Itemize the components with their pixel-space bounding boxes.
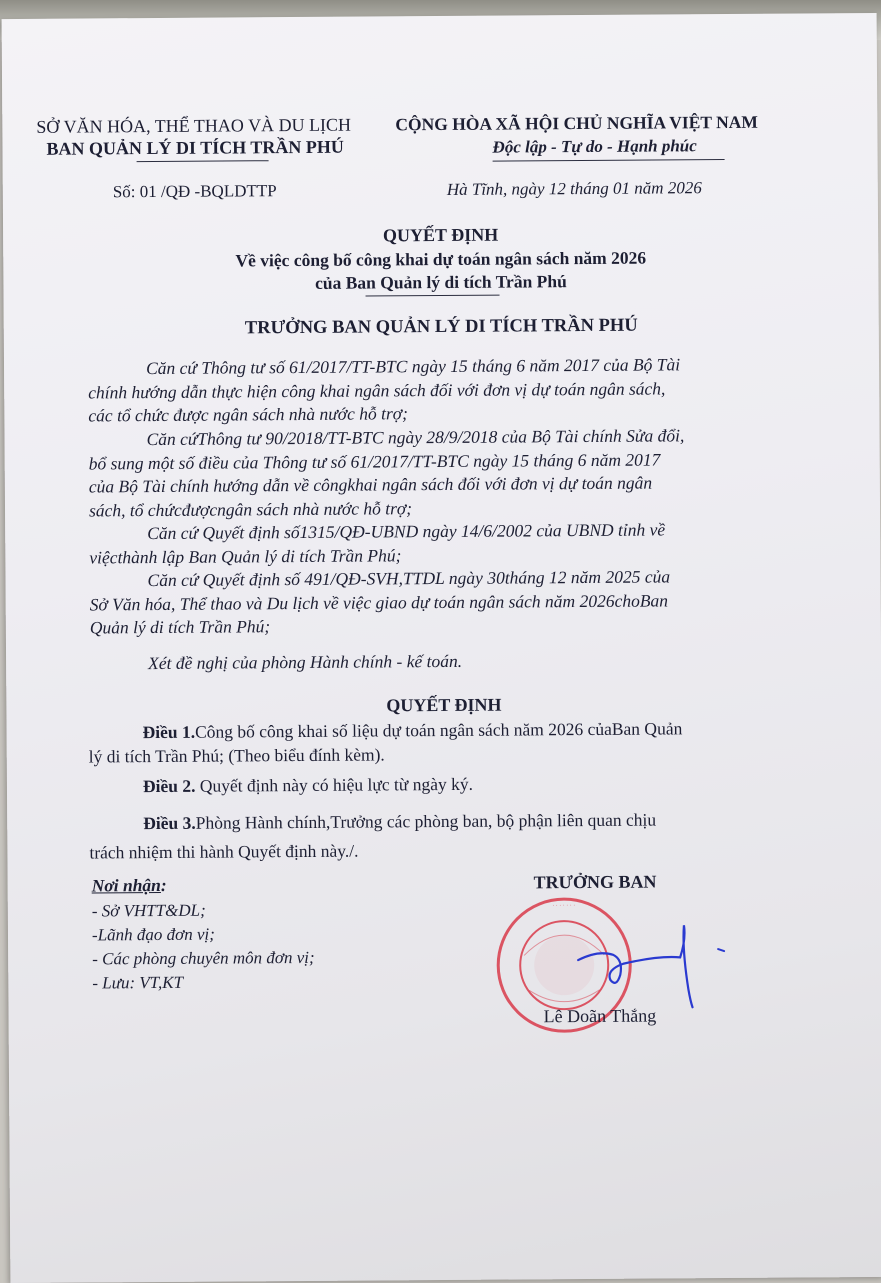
signer-role: TRƯỞNG BAN [533,871,657,893]
handwritten-signature [568,919,739,1010]
org-underline [137,160,269,162]
recipient-item: -Lãnh đạo đơn vị; [91,924,215,945]
signer-name: Lê Doãn Thắng [543,1005,657,1027]
article-3 [143,809,656,836]
decision-heading: QUYẾT ĐỊNH [386,694,502,716]
preamble-paragraph-5: Xét đề nghị của phòng Hành chính - kế toán. [148,650,463,674]
place-date: Hà Tĩnh, ngày 12 tháng 01 năm 2026 [446,178,702,199]
national-motto: Độc lập - Tự do - Hạnh phúc [492,136,697,157]
preamble-4-line: Quản lý di tích Trần Phú; [89,616,271,638]
document-title: QUYẾT ĐỊNH [382,224,499,246]
preamble-1-line: các tổ chức được ngân sách nhà nước hỗ trợ; [88,403,409,426]
preamble-1-line: chính hướng dẫn thực hiện công khai ngân sách đối với đơn vị dự toán ngân sách, [88,377,666,402]
preamble-paragraph-4 [89,564,869,640]
preamble-4-line: Sở Văn hóa, Thể thao và Du lịch về việc giao dự toán ngân sách năm 2026choBan [89,589,669,614]
preamble-3-line: Căn cứ Quyết định số1315/QĐ-UBND ngày 14/6/2002 của UBND tỉnh về [147,519,666,544]
article-2-text: Quyết định này có hiệu lực từ ngày ký. [195,773,474,796]
recipients-label-text: Nơi nhận [91,874,161,896]
preamble-3-line: việcthành lập Ban Quản lý di tích Trần Phú; [89,544,402,567]
preamble-2-line: sách, tổ chứcđượcngân sách nhà nước hỗ trợ; [88,497,413,520]
republic-title: CỘNG HÒA XÃ HỘI CHỦ NGHĨA VIỆT NAM [395,111,758,135]
recipient-item: - Sở VHTT&DL; [91,900,206,921]
svg-text:· · · · · · ·: · · · · · · · [552,903,576,910]
article-1-label: Điều 1. [142,721,196,743]
article-2-label: Điều 2. [142,775,196,797]
preamble-2-line: của Bộ Tài chính hướng dẫn về côngkhai ngân sách đối với đơn vị dự toán ngân [88,472,653,497]
article-2 [143,773,473,799]
preamble-2-line: bổ sung một số điều của Thông tư số 61/2017/TT-BTC ngày 15 tháng 6 năm 2017 [88,448,661,473]
preamble-4-line: Căn cứ Quyết định số 491/QĐ-SVH,TTDL ngày 30tháng 12 năm 2025 của [147,566,671,591]
authority-title: TRƯỞNG BAN QUẢN LÝ DI TÍCH TRẦN PHÚ [244,315,638,339]
recipients-label-colon: : [160,874,167,895]
recipient-item: - Lưu: VT,KT [92,972,184,993]
document-number: Số: 01 /QĐ -BQLDTTP [112,181,277,202]
article-3-text: Phòng Hành chính,Trưởng các phòng ban, bộ phận liên quan chịu [195,809,657,833]
preamble-1-line: Căn cứ Thông tư số 61/2017/TT-BTC ngày 15 tháng 6 năm 2017 của Bộ Tài [145,354,681,379]
document-page [2,13,881,1283]
article-3-continuation: trách nhiệm thi hành Quyết định này./. [89,840,359,863]
article-1 [143,717,683,744]
preamble-2-line: Căn cứThông tư 90/2018/TT-BTC ngày 28/9/2018 của Bộ Tài chính Sửa đổi, [146,425,685,450]
article-1-text: Công bố công khai số liệu dự toán ngân sách năm 2026 củaBan Quản [195,718,683,742]
recipients-list [92,898,315,996]
subject-line-1: Về việc công bố công khai dự toán ngân sách năm 2026 [235,247,647,271]
recipients-label [92,875,167,897]
preamble-paragraph-2 [88,423,869,522]
subject-underline [366,295,500,297]
preamble-paragraph-3 [89,517,869,569]
subject-line-2: của Ban Quản lý di tích Trần Phú [315,271,567,293]
article-3-label: Điều 3. [143,812,196,834]
org-parent: SỞ VĂN HÓA, THỂ THAO VÀ DU LỊCH [36,114,352,137]
preamble-paragraph-1 [88,352,868,428]
org-name: BAN QUẢN LÝ DI TÍCH TRẦN PHÚ [46,136,344,159]
motto-underline [493,159,725,162]
article-1-continuation: lý di tích Trần Phú; (Theo biểu đính kèm). [88,744,385,767]
recipient-item: - Các phòng chuyên môn đơn vị; [92,947,315,969]
